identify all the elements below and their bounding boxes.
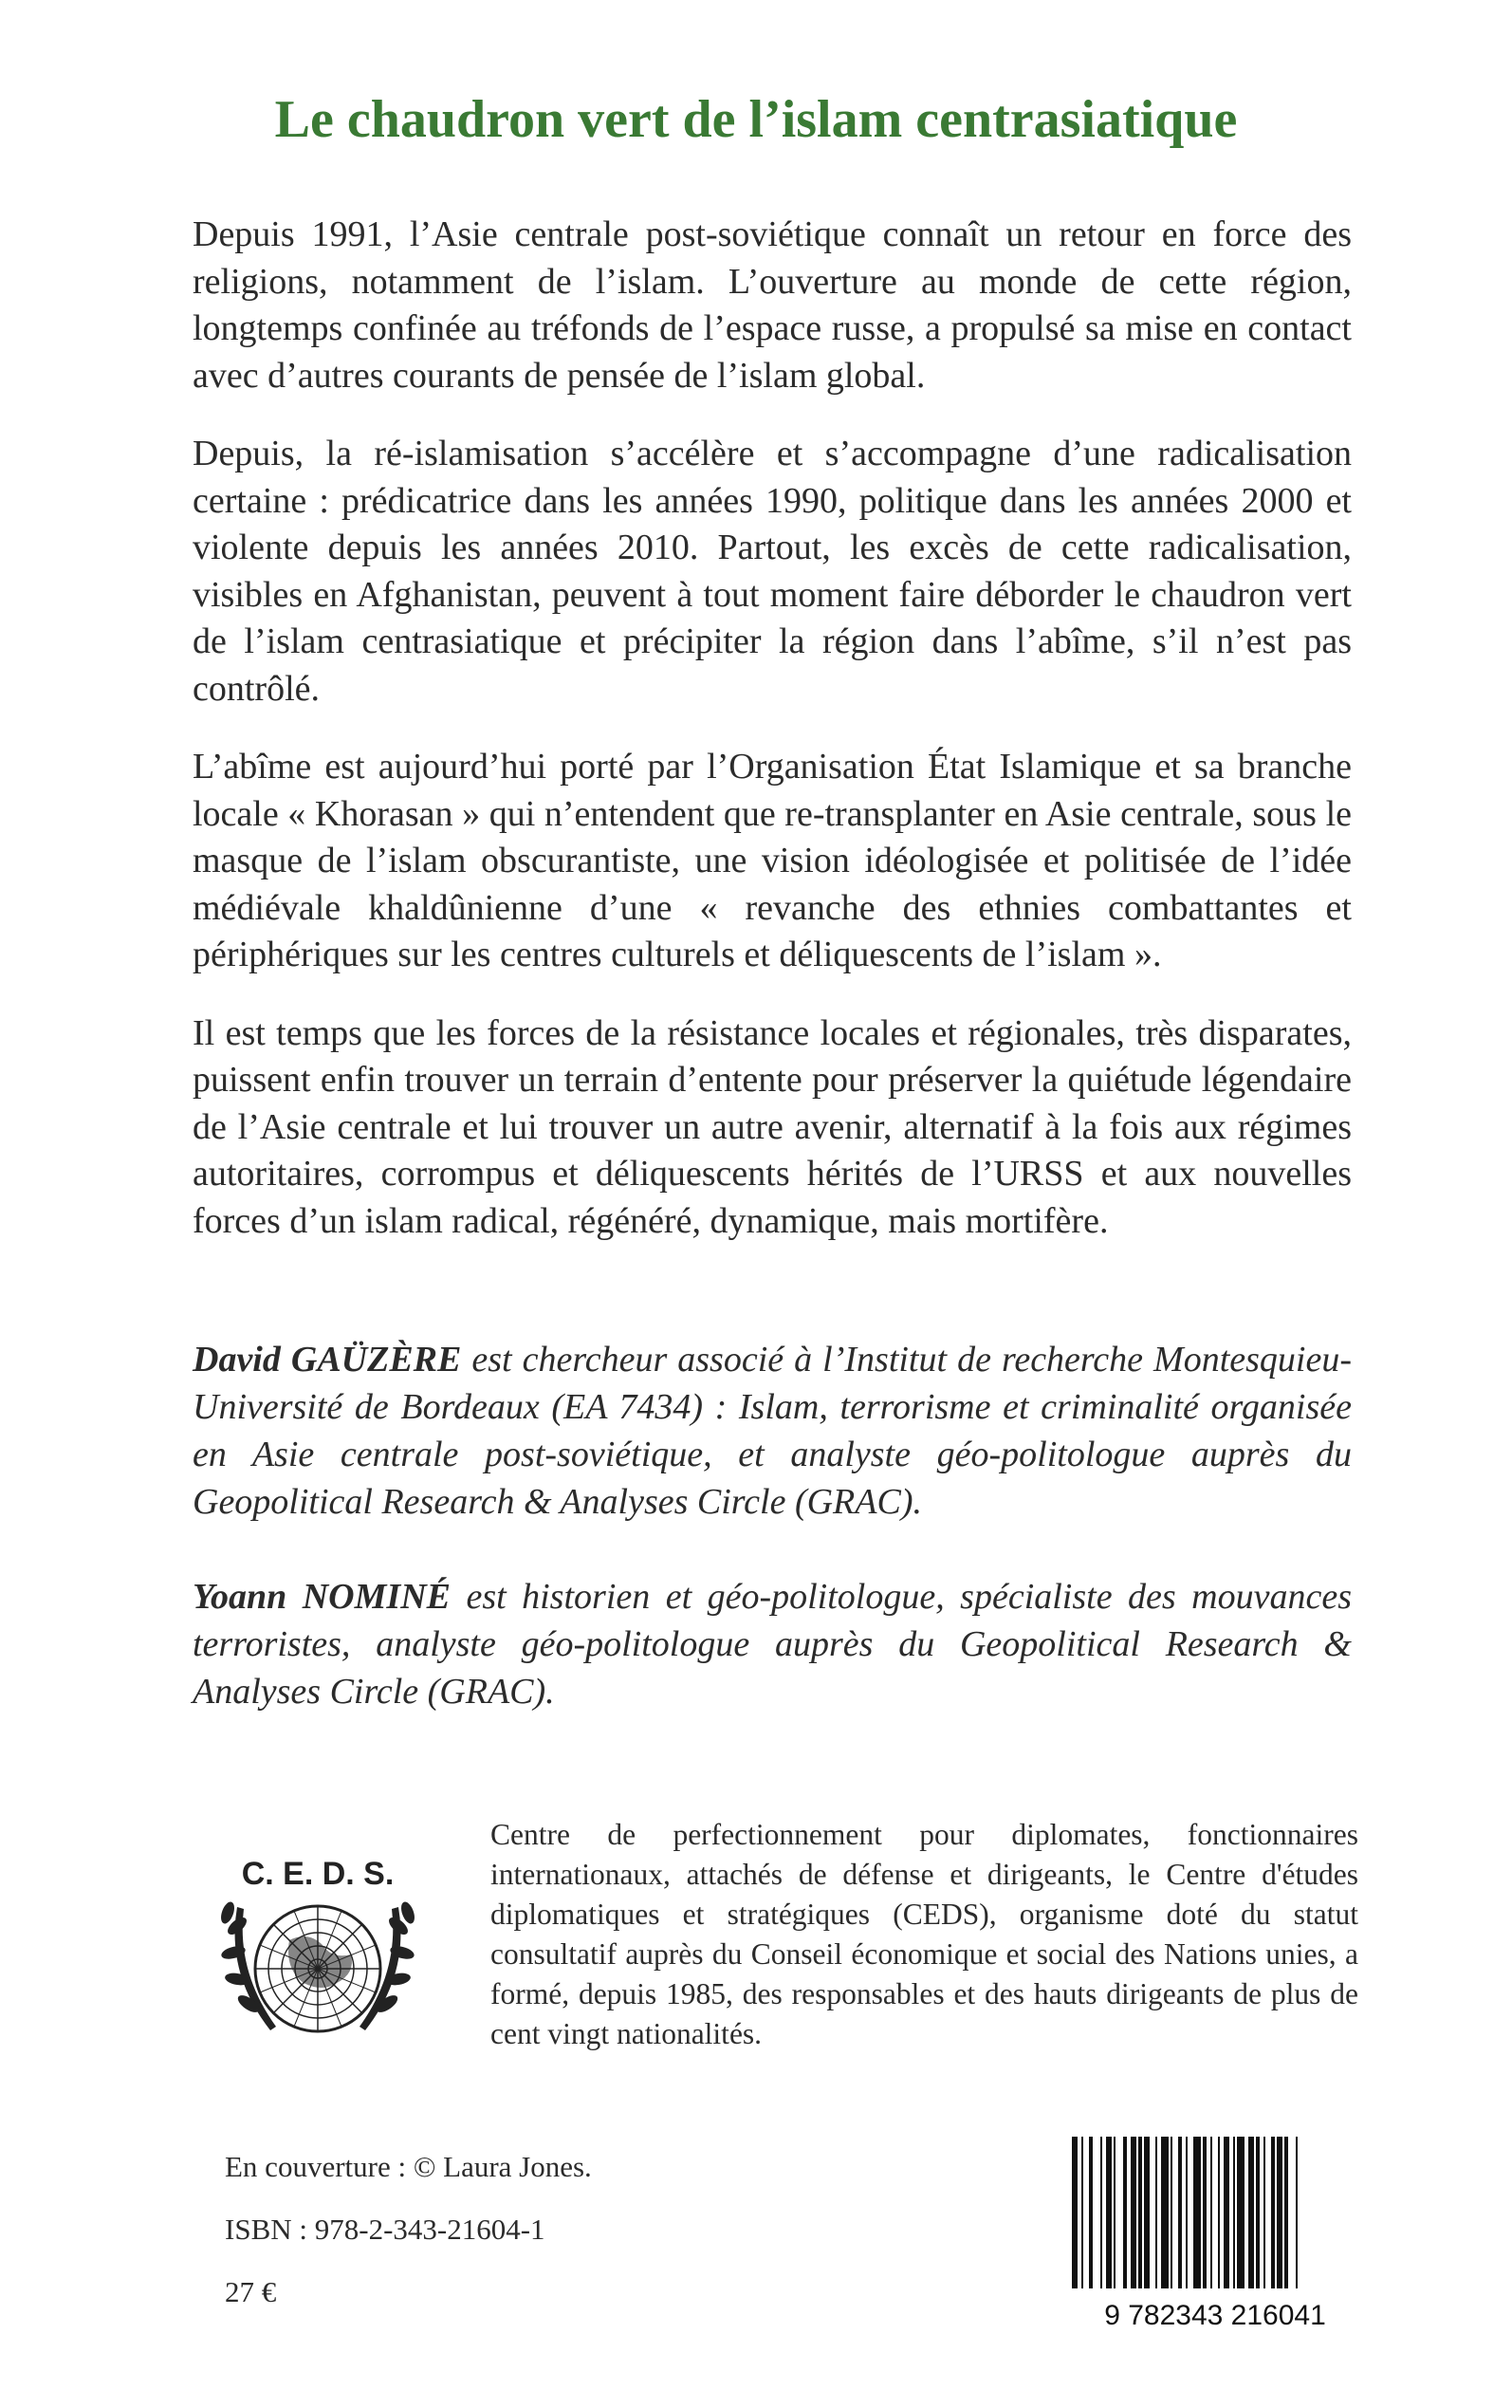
barcode <box>1068 2135 1362 2334</box>
barcode-bar <box>1131 2137 1136 2288</box>
blurb <box>193 212 1352 1276</box>
barcode-bar <box>1123 2137 1127 2288</box>
barcode-bar <box>1138 2137 1142 2288</box>
barcode-bars <box>1072 2137 1298 2288</box>
author-bio <box>193 1573 1352 1715</box>
author-name: Yoann NOMINÉ <box>193 1577 451 1617</box>
ceds-logo <box>199 1850 436 2049</box>
barcode-bar <box>1277 2137 1282 2288</box>
barcode-bar <box>1224 2137 1229 2288</box>
barcode-bar <box>1161 2137 1169 2288</box>
barcode-bar <box>1218 2137 1220 2288</box>
barcode-bar <box>1210 2137 1212 2288</box>
book-title: Le chaudron vert de l’islam centrasiatique <box>274 90 1238 149</box>
credits <box>225 2147 592 2335</box>
barcode-bar <box>1284 2137 1288 2288</box>
author-bio-text: est chercheur associé à l’Institut de recherche Montesquieu-Université de Bordeaux (EA 7434) : Islam, terrorisme et criminalité organisée en Asie centrale post-soviétique, et analyste géo-politologue auprès du Geopolitical Research & Analyses Circle (GRAC). <box>193 1340 1352 1522</box>
author-bio <box>193 1336 1352 1526</box>
isbn: ISBN : 978-2-343-21604-1 <box>225 2213 545 2246</box>
barcode-bar <box>1144 2137 1150 2288</box>
barcode-bar <box>1256 2137 1260 2288</box>
barcode-bar <box>1114 2137 1116 2288</box>
barcode-bar <box>1271 2137 1275 2288</box>
barcode-bar <box>1171 2137 1172 2288</box>
blurb-paragraph: Depuis 1991, l’Asie centrale post-soviétique connaît un retour en force des religions, notamment de l’islam. L’ouverture au monde de cette région, longtemps confinée au tréfonds de l’espace russe, a propulsé sa mise en contact avec d’autres courants de pensée de l’islam global. <box>193 214 1352 396</box>
barcode-bar <box>1155 2137 1157 2288</box>
price: 27 € <box>225 2275 277 2308</box>
blurb-paragraph: L’abîme est aujourd’hui porté par l’Organisation État Islamique et sa branche locale « Khorasan » qui n’entendent que re-transplanter en Asie centrale, sous le masque de l’islam obscurantiste, une vision idéologisée et politisée de l’idée médiévale khaldûnienne d’une « revanche des ethnies combattantes et périphériques sur les centres culturels et déliquescents de l’islam ». <box>193 747 1352 974</box>
barcode-bar <box>1248 2137 1254 2288</box>
barcode-bar <box>1263 2137 1265 2288</box>
author-bios <box>193 1336 1352 1763</box>
barcode-bar <box>1296 2137 1298 2288</box>
barcode-bar <box>1193 2137 1201 2288</box>
barcode-bar <box>1081 2137 1083 2288</box>
barcode-bar <box>1100 2137 1102 2288</box>
blurb-paragraph: Depuis, la ré-islamisation s’accélère et s’accompagne d’une radicalisation certaine : prédicatrice dans les années 1990, politique dans les années 2000 et violente depuis les années 2010. Partout, les excès de cette radicalisation, visibles en Afghanistan, peuvent à tout moment faire déborder le chaudron vert de l’islam centrasiatique et précipiter la région dans l’abîme, s’il n’est pas contrôlé. <box>193 434 1352 709</box>
author-name: David GAÜZÈRE <box>193 1340 462 1380</box>
barcode-bar <box>1237 2137 1245 2288</box>
ceds-description: Centre de perfectionnement pour diplomates, fonctionnaires internationaux, attachés de défense et dirigeants, le Centre d'études diplomatiques et stratégiques (CEDS), organisme doté du statut consultatif auprès du Conseil économique et social des Nations unies, a formé, depuis 1985, des responsables et des hauts dirigeants de plus de cent vingt nationalités. <box>490 1818 1358 2050</box>
barcode-bar <box>1233 2137 1235 2288</box>
cover-credit: En couverture : © Laura Jones. <box>225 2150 592 2183</box>
ceds-logo-text: C. E. D. S. <box>241 1856 395 1892</box>
blurb-paragraph: Il est temps que les forces de la résistance locales et régionales, très disparates, puissent enfin trouver un terrain d’entente pour préserver la quiétude légendaire de l’Asie centrale et lui trouver un autre avenir, alternatif à la fois aux régimes autoritaires, corrompus et déliquescents hérités de l’URSS et aux nouvelles forces d’un islam radical, régénéré, dynamique, mais mortifère. <box>193 1012 1352 1241</box>
barcode-bar <box>1089 2137 1093 2288</box>
barcode-bar <box>1186 2137 1188 2288</box>
barcode-bar <box>1072 2137 1078 2288</box>
barcode-bar <box>1106 2137 1112 2288</box>
barcode-digits: 9 782343 216041 <box>1104 2300 1326 2331</box>
author-bio-text: est historien et géo-politologue, spécialiste des mouvances terroristes, analyste géo-politologue auprès du Geopolitical Research & Analyses Circle (GRAC). <box>193 1577 1352 1712</box>
barcode-bar <box>1203 2137 1207 2288</box>
barcode-bar <box>1178 2137 1182 2288</box>
globe-icon <box>255 1906 380 2031</box>
